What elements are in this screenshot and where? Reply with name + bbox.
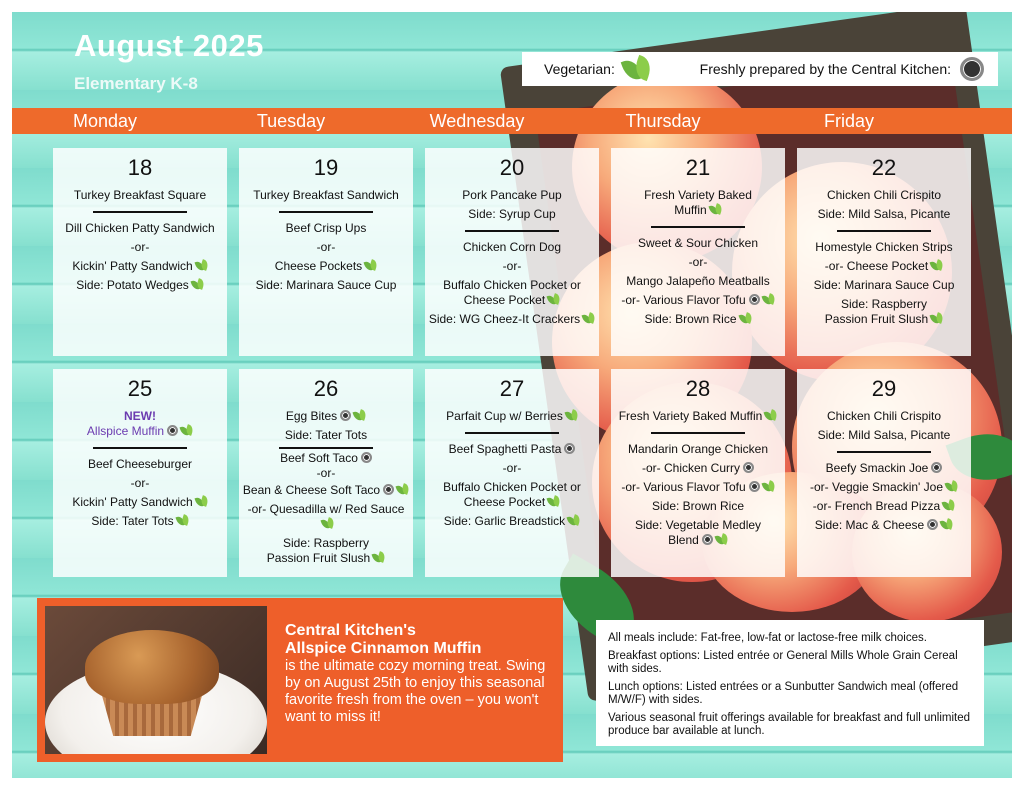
breakfast-item: Turkey Breakfast Sandwich [253, 188, 399, 202]
side-item: Passion Fruit Slush [239, 551, 413, 568]
lunch-item: Cheese Pocket [425, 293, 599, 310]
central-kitchen-seal-icon [702, 534, 713, 545]
legend-central-label: Freshly prepared by the Central Kitchen: [699, 61, 951, 77]
lunch-item: Kickin' Patty Sandwich [53, 257, 227, 276]
breakfast-side: Side: Tater Tots [284, 428, 368, 442]
central-kitchen-seal-icon [960, 57, 984, 81]
legend-central-kitchen [700, 57, 984, 81]
leaf-icon [397, 484, 409, 495]
lunch-item: Beef Cheeseburger [87, 456, 193, 471]
date-number: 25 [127, 376, 153, 401]
central-kitchen-seal-icon [340, 410, 351, 421]
legend [522, 52, 998, 86]
page-subtitle: Elementary K-8 [74, 74, 198, 93]
leaf-icon [583, 313, 595, 324]
lunch-item: Sweet & Sour Chicken [637, 235, 759, 250]
side-item: Side: Garlic Breadstick [425, 512, 599, 531]
day-label-thursday: Thursday [625, 111, 701, 131]
day-cell-19 [239, 148, 413, 356]
side-item: Passion Fruit Slush [797, 312, 971, 329]
side-item: Side: Brown Rice [651, 498, 745, 513]
breakfast-item: Chicken Chili Crispito [826, 409, 942, 423]
lunch-item: Beef Spaghetti Pasta [425, 440, 599, 459]
legend-vegetarian [544, 57, 652, 81]
breakfast-item: Chicken Chili Crispito [826, 188, 942, 202]
leaf-icon [763, 294, 775, 305]
divider [651, 226, 745, 228]
info-lunch: Lunch options: Listed entrées or a Sunbutter Sandwich meal (offered M/W/F) with sides. [608, 680, 959, 706]
breakfast-item: Muffin [611, 203, 785, 220]
leaf-icon [763, 481, 775, 492]
divider [93, 211, 187, 213]
leaf-icon [196, 496, 208, 507]
date-number: 27 [499, 376, 525, 401]
date-number: 26 [313, 376, 339, 401]
leaf-icon [716, 534, 728, 545]
info-produce: Various seasonal fruit offerings available for breakfast and full unlimited produce bar available at lunch. [608, 711, 971, 737]
central-kitchen-seal-icon [383, 484, 394, 495]
muffin-top-shape [85, 630, 219, 704]
day-cell-20 [425, 148, 599, 356]
lunch-item: Beef Crisp Ups [285, 220, 367, 235]
breakfast-item: Allspice Muffin [53, 424, 227, 441]
side-item: Side: WG Cheez-It Crackers [425, 310, 599, 329]
day-cell-28 [611, 369, 785, 577]
or-separator: -or- [130, 475, 150, 490]
lunch-item: Beef Soft Taco [239, 451, 413, 466]
leaf-icon [740, 313, 752, 324]
info-breakfast: Breakfast options: Listed entrée or General Mills Whole Grain Cereal with sides. [608, 649, 958, 675]
day-cell-21 [611, 148, 785, 356]
side-item: Side: Vegetable Medley [634, 517, 762, 532]
breakfast-item: Pork Pancake Pup [462, 188, 562, 202]
date-number: 22 [871, 155, 897, 180]
leaf-icon [548, 496, 560, 507]
divider [651, 432, 745, 434]
leaf-icon [931, 313, 943, 324]
lunch-item: Kickin' Patty Sandwich [53, 493, 227, 512]
lunch-item: Buffalo Chicken Pocket or [443, 277, 581, 292]
day-label-tuesday: Tuesday [256, 111, 326, 131]
breakfast-item: Parfait Cup w/ Berries [425, 407, 599, 426]
divider [837, 230, 931, 232]
lunch-item: Beefy Smackin Joe [797, 459, 971, 478]
lunch-item: Dill Chicken Patty Sandwich [65, 220, 215, 235]
promo-heading-1: Central Kitchen's [285, 622, 416, 639]
date-number: 29 [871, 376, 897, 401]
side-item: Side: Raspberry [282, 535, 370, 550]
breakfast-item: Egg Bites [239, 407, 413, 426]
date-number: 19 [313, 155, 339, 180]
leaf-icon [566, 410, 578, 421]
central-kitchen-seal-icon [749, 481, 760, 492]
breakfast-side: Side: Syrup Cup [468, 207, 556, 221]
lunch-item: -or- Chicken Curry [611, 459, 785, 478]
lunch-item: -or- Veggie Smackin' Joe [797, 478, 971, 497]
or-separator: -or- [130, 239, 150, 254]
day-cell-22 [797, 148, 971, 356]
side-item: Side: Raspberry [840, 296, 928, 311]
central-kitchen-seal-icon [931, 462, 942, 473]
central-kitchen-seal-icon [927, 519, 938, 530]
day-cell-26 [239, 369, 413, 577]
lunch-item: Buffalo Chicken Pocket or [443, 479, 581, 494]
lunch-item: Cheese Pocket [425, 495, 599, 512]
central-kitchen-seal-icon [361, 452, 372, 463]
day-label-wednesday: Wednesday [429, 111, 525, 131]
side-item: Side: Marinara Sauce Cup [255, 277, 397, 292]
leaf-icon [365, 260, 377, 271]
date-number: 18 [127, 155, 153, 180]
promo-banner [37, 598, 563, 762]
central-kitchen-seal-icon [564, 443, 575, 454]
breakfast-item: Fresh Variety Baked Muffin [611, 407, 785, 426]
side-item: Side: Tater Tots [53, 512, 227, 531]
date-number: 20 [499, 155, 525, 180]
leaf-icon [181, 425, 193, 436]
date-number: 21 [685, 155, 711, 180]
or-separator: -or- [316, 239, 336, 254]
leaf-icon [624, 57, 652, 81]
lunch-item: Mango Jalapeño Meatballs [626, 273, 770, 288]
new-badge: NEW! [124, 409, 156, 423]
lunch-item: -or- Various Flavor Tofu [611, 291, 785, 310]
leaf-icon [943, 500, 955, 511]
breakfast-item: Turkey Breakfast Square [73, 188, 207, 202]
info-milk: All meals include: Fat-free, low-fat or lactose-free milk choices. [608, 632, 927, 644]
leaf-icon [710, 204, 722, 215]
or-separator: -or- [316, 465, 336, 480]
side-item: Blend [611, 533, 785, 550]
date-number: 28 [685, 376, 711, 401]
or-separator: -or- [688, 254, 708, 269]
lunch-item: Homestyle Chicken Strips [815, 239, 953, 254]
day-cell-29 [797, 369, 971, 577]
lunch-item: -or- Quesadilla w/ Red Sauce [239, 500, 413, 534]
day-label-friday: Friday [823, 111, 874, 131]
or-separator: -or- [502, 258, 522, 273]
meal-info-box [596, 620, 984, 746]
lunch-item: Bean & Cheese Soft Taco [239, 481, 413, 500]
promo-body: is the ultimate cozy morning treat. Swing by on August 25th to enjoy this seasonal favorite fresh from the oven – you won't want to miss it! [285, 658, 546, 725]
breakfast-side: Side: Mild Salsa, Picante [817, 428, 951, 442]
side-item: Side: Mac & Cheese [797, 516, 971, 535]
lunch-item: Cheese Pockets [239, 257, 413, 276]
day-cell-18 [53, 148, 227, 356]
leaf-icon [192, 279, 204, 290]
lunch-item: -or- Cheese Pocket [797, 257, 971, 276]
leaf-icon [946, 481, 958, 492]
leaf-icon [196, 260, 208, 271]
leaf-icon [177, 515, 189, 526]
day-label-monday: Monday [72, 111, 138, 131]
divider [837, 451, 931, 453]
leaf-icon [373, 552, 385, 563]
page-title: August 2025 [74, 28, 264, 63]
leaf-icon [941, 519, 953, 530]
divider [93, 447, 187, 449]
legend-vegetarian-label: Vegetarian: [544, 61, 615, 77]
central-kitchen-seal-icon [743, 462, 754, 473]
lunch-item: -or- Various Flavor Tofu [611, 478, 785, 497]
leaf-icon [765, 410, 777, 421]
side-item: Side: Potato Wedges [53, 276, 227, 295]
breakfast-item: Fresh Variety Baked [644, 188, 752, 202]
central-kitchen-seal-icon [167, 425, 178, 436]
divider [465, 230, 559, 232]
lunch-item: Mandarin Orange Chicken [627, 441, 769, 456]
leaf-icon [322, 518, 334, 529]
leaf-icon [568, 515, 580, 526]
lunch-item: -or- French Bread Pizza [797, 497, 971, 516]
leaf-icon [354, 410, 366, 421]
or-separator: -or- [502, 460, 522, 475]
divider [465, 432, 559, 434]
leaf-icon [548, 294, 560, 305]
divider [279, 211, 373, 213]
leaf-icon [931, 260, 943, 271]
breakfast-side: Side: Mild Salsa, Picante [817, 207, 951, 221]
side-item: Side: Brown Rice [611, 310, 785, 329]
promo-text [285, 622, 555, 726]
weekday-header [12, 108, 1012, 134]
central-kitchen-seal-icon [749, 294, 760, 305]
divider [279, 447, 373, 449]
promo-heading-2: Allspice Cinnamon Muffin [285, 640, 482, 657]
day-cell-27 [425, 369, 599, 577]
day-cell-25 [53, 369, 227, 577]
muffin-photo [45, 606, 267, 754]
lunch-item: Chicken Corn Dog [462, 239, 562, 254]
side-item: Side: Marinara Sauce Cup [813, 277, 955, 292]
